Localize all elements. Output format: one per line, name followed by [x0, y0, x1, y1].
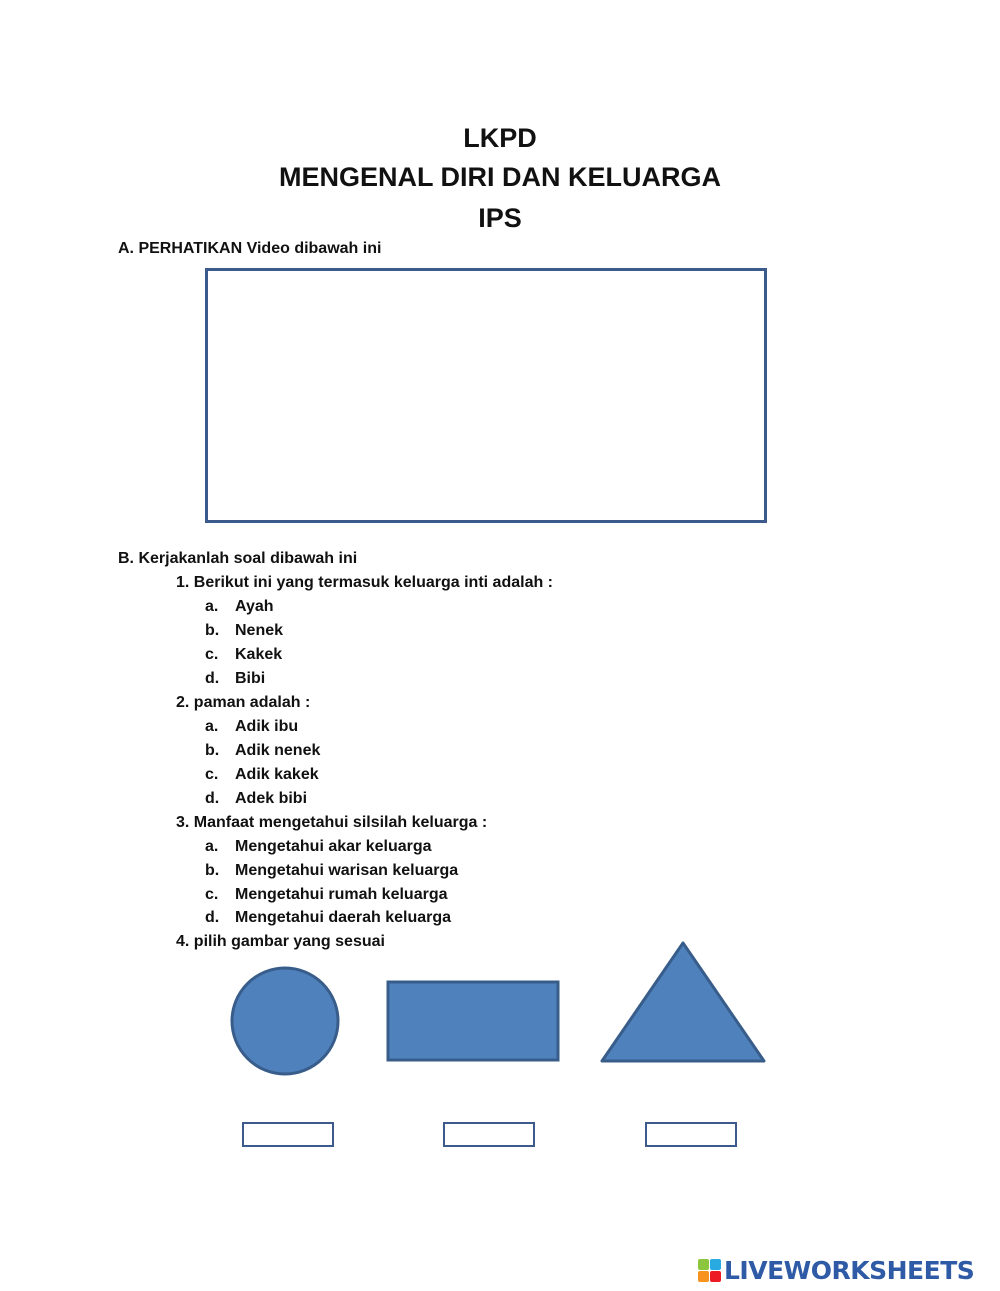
option-letter: a.: [205, 718, 219, 735]
option-letter: d.: [205, 790, 220, 807]
question-1: 1. Berikut ini yang termasuk keluarga inti adalah :: [176, 574, 554, 591]
option-letter: a.: [205, 598, 219, 615]
option-letter: b.: [205, 742, 220, 759]
question-2: 2. paman adalah :: [176, 694, 311, 711]
option-letter: b.: [205, 862, 220, 879]
option-text: Mengetahui warisan keluarga: [235, 862, 459, 879]
question-3: 3. Manfaat mengetahui silsilah keluarga :: [176, 814, 488, 831]
option-text: Mengetahui daerah keluarga: [235, 909, 452, 926]
option-letter: c.: [205, 886, 219, 903]
option-text: Ayah: [235, 598, 274, 615]
answer-box-triangle[interactable]: [645, 1122, 737, 1147]
option-text: Mengetahui rumah keluarga: [235, 886, 448, 903]
option-letter: d.: [205, 909, 220, 926]
option-text: Nenek: [235, 622, 284, 639]
option-letter: b.: [205, 622, 220, 639]
title-ips: IPS: [478, 203, 522, 233]
option-letter: a.: [205, 838, 219, 855]
option-letter: c.: [205, 646, 219, 663]
title-lkpd: LKPD: [463, 123, 537, 153]
option-text: Mengetahui akar keluarga: [235, 838, 432, 855]
option-text: Bibi: [235, 670, 266, 687]
question-4: 4. pilih gambar yang sesuai: [176, 933, 385, 950]
circle-shape: [232, 968, 338, 1074]
title-subject-topic: MENGENAL DIRI DAN KELUARGA: [278, 162, 721, 192]
option-text: Adek bibi: [235, 790, 308, 807]
rectangle-shape: [388, 982, 558, 1060]
option-text: Kakek: [235, 646, 283, 663]
logo-mark-icon: [698, 1259, 721, 1282]
section-b-heading: B. Kerjakanlah soal dibawah ini: [118, 550, 358, 567]
option-letter: c.: [205, 766, 219, 783]
triangle-shape: [602, 943, 764, 1061]
option-letter: d.: [205, 670, 220, 687]
option-text: Adik kakek: [235, 766, 319, 783]
option-text: Adik nenek: [235, 742, 321, 759]
logo-text: LIVEWORKSHEETS: [724, 1255, 975, 1285]
section-a-heading: A. PERHATIKAN Video dibawah ini: [118, 240, 382, 257]
answer-box-circle[interactable]: [242, 1122, 334, 1147]
liveworksheets-logo: [698, 1255, 974, 1285]
option-text: Adik ibu: [235, 718, 299, 735]
answer-box-rectangle[interactable]: [443, 1122, 535, 1147]
